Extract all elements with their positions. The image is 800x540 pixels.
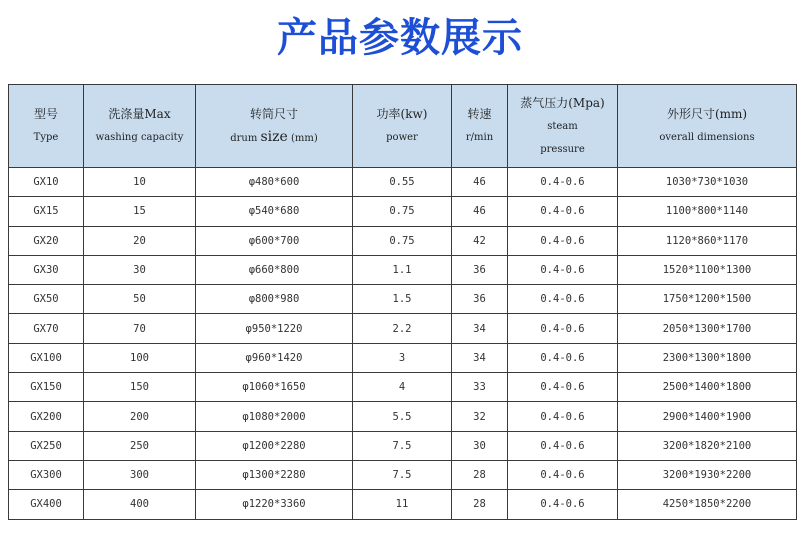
cell-speed: 30 — [452, 431, 508, 460]
header-steam-pressure — [508, 85, 618, 168]
cell-type: GX20 — [9, 226, 84, 255]
cell-capacity: 30 — [84, 255, 196, 284]
cell-speed: 32 — [452, 402, 508, 431]
cell-dimensions: 4250*1850*2200 — [618, 490, 797, 519]
cell-steam-pressure: 0.4-0.6 — [508, 285, 618, 314]
cell-power: 1.5 — [353, 285, 452, 314]
cell-speed: 28 — [452, 460, 508, 489]
cell-capacity: 10 — [84, 168, 196, 197]
cell-speed: 36 — [452, 255, 508, 284]
header-type-en: Type — [33, 132, 59, 143]
header-power-en: power — [386, 132, 418, 143]
cell-speed: 33 — [452, 373, 508, 402]
header-steam-pressure-en2: pressure — [540, 143, 585, 155]
table-row — [9, 431, 797, 460]
cell-power: 3 — [353, 343, 452, 372]
table-row — [9, 226, 797, 255]
cell-speed: 36 — [452, 285, 508, 314]
cell-capacity: 300 — [84, 460, 196, 489]
cell-type: GX30 — [9, 255, 84, 284]
cell-type: GX150 — [9, 373, 84, 402]
table-row — [9, 255, 797, 284]
cell-capacity: 250 — [84, 431, 196, 460]
cell-power: 7.5 — [353, 431, 452, 460]
header-capacity-en: washing capacity — [95, 132, 184, 143]
header-capacity-cn: 洗涤量Max — [108, 107, 171, 121]
cell-steam-pressure: 0.4-0.6 — [508, 226, 618, 255]
cell-capacity: 400 — [84, 490, 196, 519]
cell-capacity: 100 — [84, 343, 196, 372]
cell-drum-size: φ1060*1650 — [196, 373, 353, 402]
cell-type: GX15 — [9, 197, 84, 226]
header-speed-cn: 转速 — [467, 107, 492, 121]
spec-table-container — [8, 84, 796, 520]
cell-drum-size: φ1220*3360 — [196, 490, 353, 519]
header-row — [9, 85, 797, 168]
cell-capacity: 15 — [84, 197, 196, 226]
cell-type: GX300 — [9, 460, 84, 489]
cell-power: 11 — [353, 490, 452, 519]
header-drum-size-en-c: (mm) — [287, 132, 318, 144]
cell-power: 4 — [353, 373, 452, 402]
header-drum-size-en-a: drum — [230, 132, 261, 144]
spec-table-body — [9, 168, 797, 520]
spec-table-header — [9, 85, 797, 168]
cell-drum-size: φ1300*2280 — [196, 460, 353, 489]
table-row — [9, 168, 797, 197]
cell-steam-pressure: 0.4-0.6 — [508, 255, 618, 284]
cell-drum-size: φ600*700 — [196, 226, 353, 255]
cell-type: GX50 — [9, 285, 84, 314]
cell-power: 1.1 — [353, 255, 452, 284]
cell-capacity: 70 — [84, 314, 196, 343]
header-speed-en: r/min — [465, 132, 494, 143]
header-power — [353, 85, 452, 168]
cell-dimensions: 1750*1200*1500 — [618, 285, 797, 314]
cell-speed: 42 — [452, 226, 508, 255]
cell-drum-size: φ800*980 — [196, 285, 353, 314]
table-row — [9, 490, 797, 519]
cell-steam-pressure: 0.4-0.6 — [508, 460, 618, 489]
table-row — [9, 343, 797, 372]
cell-dimensions: 2050*1300*1700 — [618, 314, 797, 343]
cell-dimensions: 2900*1400*1900 — [618, 402, 797, 431]
spec-table — [8, 84, 797, 520]
cell-steam-pressure: 0.4-0.6 — [508, 314, 618, 343]
header-drum-size-en — [196, 126, 352, 150]
cell-dimensions: 2300*1300*1800 — [618, 343, 797, 372]
table-row — [9, 285, 797, 314]
cell-capacity: 50 — [84, 285, 196, 314]
cell-type: GX70 — [9, 314, 84, 343]
cell-dimensions: 1120*860*1170 — [618, 226, 797, 255]
header-dimensions-en: overall dimensions — [659, 132, 755, 143]
cell-power: 0.55 — [353, 168, 452, 197]
cell-steam-pressure: 0.4-0.6 — [508, 490, 618, 519]
cell-type: GX250 — [9, 431, 84, 460]
cell-dimensions: 2500*1400*1800 — [618, 373, 797, 402]
cell-drum-size: φ660*800 — [196, 255, 353, 284]
table-row — [9, 460, 797, 489]
cell-type: GX200 — [9, 402, 84, 431]
cell-steam-pressure: 0.4-0.6 — [508, 431, 618, 460]
cell-capacity: 150 — [84, 373, 196, 402]
cell-type: GX100 — [9, 343, 84, 372]
cell-power: 0.75 — [353, 226, 452, 255]
cell-speed: 34 — [452, 343, 508, 372]
cell-power: 5.5 — [353, 402, 452, 431]
cell-drum-size: φ480*600 — [196, 168, 353, 197]
header-dimensions-cn: 外形尺寸(mm) — [666, 107, 748, 121]
header-drum-size-cn: 转筒尺寸 — [249, 106, 298, 121]
cell-steam-pressure: 0.4-0.6 — [508, 168, 618, 197]
cell-drum-size: φ960*1420 — [196, 343, 353, 372]
cell-dimensions: 1030*730*1030 — [618, 168, 797, 197]
cell-power: 2.2 — [353, 314, 452, 343]
header-type — [9, 85, 84, 168]
header-power-cn: 功率(kw) — [376, 107, 428, 121]
cell-steam-pressure: 0.4-0.6 — [508, 343, 618, 372]
header-capacity — [84, 85, 196, 168]
header-drum-size-en-b: size — [260, 128, 288, 145]
header-drum-size — [196, 85, 353, 168]
cell-dimensions: 1520*1100*1300 — [618, 255, 797, 284]
header-speed — [452, 85, 508, 168]
cell-dimensions: 3200*1820*2100 — [618, 431, 797, 460]
cell-speed: 28 — [452, 490, 508, 519]
cell-type: GX400 — [9, 490, 84, 519]
cell-capacity: 200 — [84, 402, 196, 431]
cell-capacity: 20 — [84, 226, 196, 255]
header-type-cn: 型号 — [33, 107, 58, 121]
cell-speed: 46 — [452, 168, 508, 197]
cell-steam-pressure: 0.4-0.6 — [508, 402, 618, 431]
cell-type: GX10 — [9, 168, 84, 197]
header-steam-pressure-cn: 蒸气压力(Mpa) — [520, 95, 605, 110]
table-row — [9, 373, 797, 402]
cell-steam-pressure: 0.4-0.6 — [508, 373, 618, 402]
table-row — [9, 197, 797, 226]
table-row — [9, 402, 797, 431]
cell-steam-pressure: 0.4-0.6 — [508, 197, 618, 226]
table-row — [9, 314, 797, 343]
cell-speed: 34 — [452, 314, 508, 343]
cell-dimensions: 3200*1930*2200 — [618, 460, 797, 489]
cell-drum-size: φ1080*2000 — [196, 402, 353, 431]
header-dimensions — [618, 85, 797, 168]
cell-power: 7.5 — [353, 460, 452, 489]
cell-drum-size: φ540*680 — [196, 197, 353, 226]
header-steam-pressure-en: steam — [547, 120, 578, 132]
cell-drum-size: φ950*1220 — [196, 314, 353, 343]
cell-drum-size: φ1200*2280 — [196, 431, 353, 460]
cell-power: 0.75 — [353, 197, 452, 226]
page-title: 产品参数展示 — [277, 15, 523, 61]
cell-speed: 46 — [452, 197, 508, 226]
cell-dimensions: 1100*800*1140 — [618, 197, 797, 226]
